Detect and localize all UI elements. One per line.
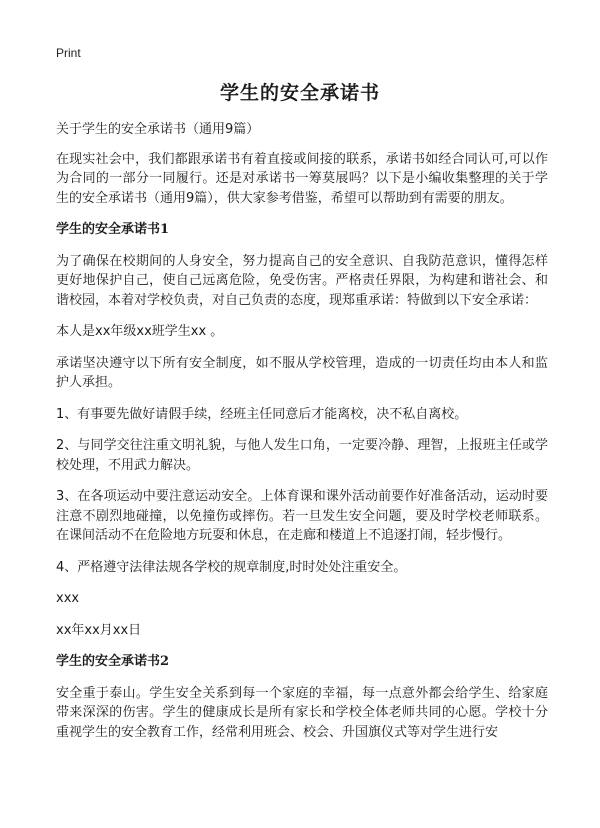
signature-date: xx年xx月xx日 (56, 622, 142, 638)
document-body (56, 120, 548, 754)
intro-paragraph: 在现实社会中，我们都跟承诺书有着直接或间接的联系，承诺书如经合同认可,可以作为合同的一部分一同履行。还是对承诺书一筹莫展吗？以下是小编收集整理的关于学生的安全承诺书（通用9篇），供大家参考借鉴，希望可以帮助到有需要的朋友。 (56, 151, 548, 206)
section-heading-2: 学生的安全承诺书2 (56, 654, 170, 669)
paragraph: 2、与同学交往注重文明礼貌，与他人发生口角，一定要冷静、理智，上报班主任或学校处理，不用武力解决。 (56, 438, 548, 473)
section-heading-1: 学生的安全承诺书1 (56, 222, 170, 237)
paragraph: 4、严格遵守法律法规各学校的规章制度,时时处处注重安全。 (56, 559, 407, 575)
paragraph: 为了确保在校期间的人身安全，努力提高自己的安全意识、自我防范意识，懂得怎样更好地保护自己，使自己远离危险，免受伤害。严格责任界限，为构建和谐社会、和谐校园，本着对学校负责，对自己负责的态度，现郑重承诺：特做到以下安全承诺： (56, 253, 548, 308)
paragraph: 本人是xx年级xx班学生xx 。 (56, 324, 224, 339)
signature-name: xxx (56, 591, 80, 606)
paragraph: 3、在各项运动中要注意运动安全。上体育课和课外活动前要作好准备活动，运动时要注意不剧烈地碰撞，以免撞伤或摔伤。若一旦发生安全问题，要及时学校老师联系。在课间活动不在危险地方玩耍和休息，在走廊和楼道上不追逐打闹，轻步慢行。 (56, 489, 548, 543)
paragraph: 1、有事要先做好请假手续，经班主任同意后才能离校，决不私自离校。 (56, 406, 468, 422)
document-title: 学生的安全承诺书 (219, 82, 380, 104)
paragraph: 安全重于泰山。学生安全关系到每一个家庭的幸福，每一点意外都会给学生、给家庭带来深深的伤害。学生的健康成长是所有家长和学校全体老师共同的心愿。学校十分重视学生的安全教育工作，经常利用班会、校会、升国旗仪式等对学生进行安 (56, 685, 548, 740)
print-link[interactable]: Print (56, 46, 81, 60)
paragraph: 承诺坚决遵守以下所有安全制度，如不服从学校管理，造成的一切责任均由本人和监护人承担。 (56, 355, 548, 390)
document-subtitle: 关于学生的安全承诺书（通用9篇） (56, 122, 260, 137)
